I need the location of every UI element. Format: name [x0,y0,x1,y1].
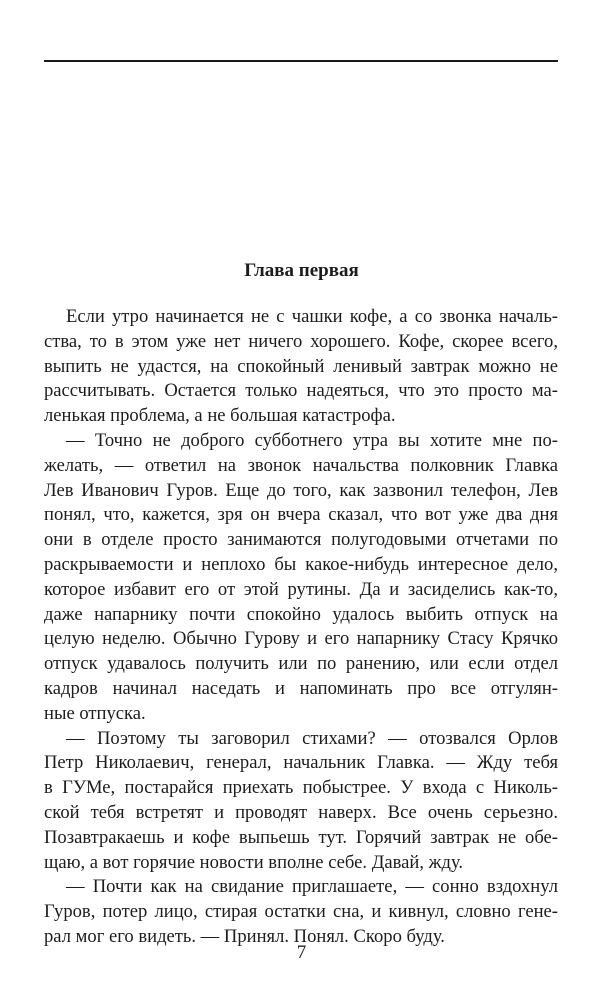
chapter-title: Глава первая [244,260,359,281]
paragraph [44,305,558,429]
text-line: кадров начинал наседать и напоминать про все отгулян- [44,677,558,699]
text-line: выпить не удастся, на спокойный ленивый завтрак можно не [44,355,558,377]
text-line: — Поэтому ты заговорил стихами? — отозвался Орлов [66,727,558,749]
text-line: они в отделе просто занимаются полугодовыми отчетами по [44,529,558,551]
header-rule [44,60,558,62]
text-line: раскрываемости и неплохо бы какое-нибудь интересное дело, [44,553,558,575]
text-line: — Точно не доброго субботнего утра вы хотите мне по- [66,429,558,451]
text-line: даже напарнику почти спокойно удалось выбить отпуск на [44,603,558,625]
text-line: ства, то в этом уже нет ничего хорошего. Кофе, скорее всего, [44,330,558,352]
text-line: Если утро начинается не с чашки кофе, а со звонка началь- [66,306,558,327]
text-line: рассчитывать. Остается только надеяться, что это просто ма- [44,380,558,402]
text-line: — Почти как на свидание приглашаете, — сонно вздохнул [66,876,558,898]
page-number: 7 [296,942,307,963]
text-line: которое избавит его от этой рутины. Да и засиделись как-то, [44,578,558,600]
text-line: ные отпуска. [44,702,146,724]
text-line: щаю, а вот горячие новости вполне себе. Давай, жду. [44,851,464,873]
text-line: в ГУМе, постарайся приехать побыстрее. У входа с Николь- [44,777,558,799]
body-text [44,305,558,950]
text-line: ленькая проблема, а не большая катастрофа. [44,405,396,427]
text-line: целую неделю. Обычно Гурову и его напарнику Стасу Крячко [44,628,558,650]
text-line: желать, — ответил на звонок начальства полковник Главка [44,454,558,476]
text-line: ской тебя встретят и проводят наверх. Все очень серьезно. [44,801,558,823]
text-line: Позавтракаешь и кофе выпьешь тут. Горячий завтрак не обе- [44,826,558,848]
paragraph [44,875,558,949]
text-line: рал мог его видеть. — Принял. Понял. Скоро буду. [44,925,445,947]
text-line: Петр Николаевич, генерал, начальник Главка. — Жду тебя [44,752,558,774]
text-line: понял, что, кажется, зря он вчера сказал, что вот уже два дня [44,504,558,526]
paragraph [44,429,558,727]
text-line: отпуск удавалось получить или по ранению, или если отдел [44,653,558,675]
text-line: Гуров, потер лицо, стирая остатки сна, и кивнул, словно гене- [44,901,558,923]
paragraph [44,727,558,876]
text-line: Лев Иванович Гуров. Еще до того, как зазвонил телефон, Лев [44,479,558,501]
